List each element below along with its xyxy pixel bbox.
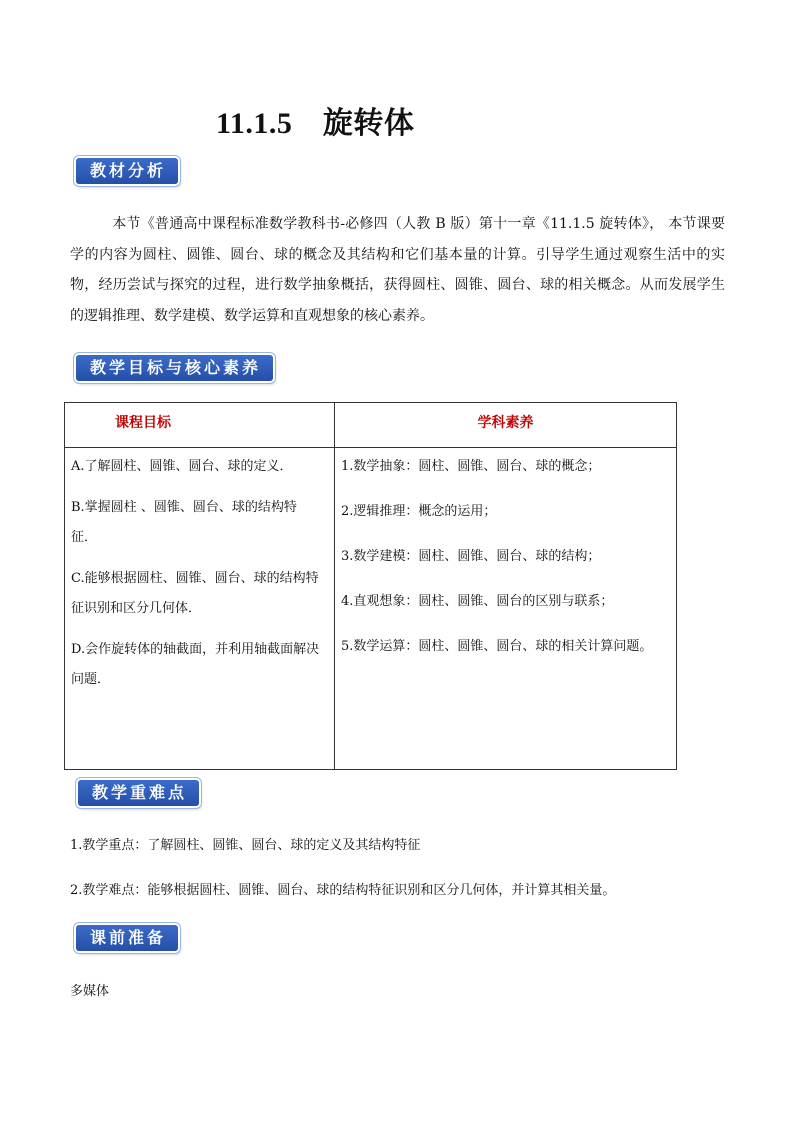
- section-heading-analysis: 教材分析: [76, 158, 178, 184]
- subject-skills-header: 学科素养: [477, 415, 534, 431]
- skill-item: 3.数学建模：圆柱、圆锥、圆台、球的结构；: [341, 549, 601, 564]
- goal-list: [71, 452, 328, 695]
- page-title: 11.1.5 旋转体: [216, 107, 415, 140]
- skills-header-cell: [335, 403, 677, 448]
- goal-item: D.会作旋转体的轴截面，并利用轴截面解决问题．: [71, 642, 320, 687]
- goals-header-cell: [65, 403, 335, 448]
- section-heading-keypoints: 教学重难点: [78, 780, 199, 806]
- section-heading-goals: 教学目标与核心素养: [76, 355, 273, 381]
- section-heading-prep: 课前准备: [76, 925, 178, 951]
- key-point: 1.教学重点：了解圆柱、圆锥、圆台、球的定义及其结构特征: [70, 838, 421, 853]
- goal-item: C.能够根据圆柱、圆锥、圆台、球的结构特征识别和区分几何体．: [71, 571, 319, 616]
- course-goals-header: 课程目标: [115, 415, 171, 431]
- skill-item: 1.数学抽象：圆柱、圆锥、圆台、球的概念；: [341, 459, 601, 474]
- analysis-text: 本节《普通高中课程标准数学教科书-必修四（人教 B 版）第十一章《11.1.5 旋转体》， 本节课要学的内容为圆柱、圆锥、圆台、球的概念及其结构和它们基本量的计算。引导学生通过观察生活中的实物，经历尝试与探究的过程，进行数学抽象概括，获得圆柱、圆锥、圆台、球的相关概念。从而发展学生的逻辑推理、数学建模、数学运算和直观想象的核心素养。: [70, 216, 725, 324]
- skill-item: 4.直观想象：圆柱、圆锥、圆台的区别与联系；: [341, 594, 614, 609]
- difficult-point: 2.教学难点：能够根据圆柱、圆锥、圆台、球的结构特征识别和区分几何体，并计算其相关量。: [70, 883, 616, 898]
- skill-item: 2.逻辑推理：概念的运用；: [341, 504, 497, 519]
- skills-cell: [335, 448, 677, 770]
- goal-item: A.了解圆柱、圆锥、圆台、球的定义．: [71, 459, 293, 474]
- prep-text: 多媒体: [70, 984, 110, 999]
- goals-cell: [65, 448, 335, 770]
- goals-table: [64, 402, 677, 770]
- analysis-paragraph: [70, 209, 725, 331]
- skill-item: 5.数学运算：圆柱、圆锥、圆台、球的相关计算问题。: [341, 639, 653, 654]
- skill-list: [341, 452, 672, 662]
- goal-item: B.掌握圆柱 、圆锥、圆台、球的结构特征．: [71, 500, 297, 545]
